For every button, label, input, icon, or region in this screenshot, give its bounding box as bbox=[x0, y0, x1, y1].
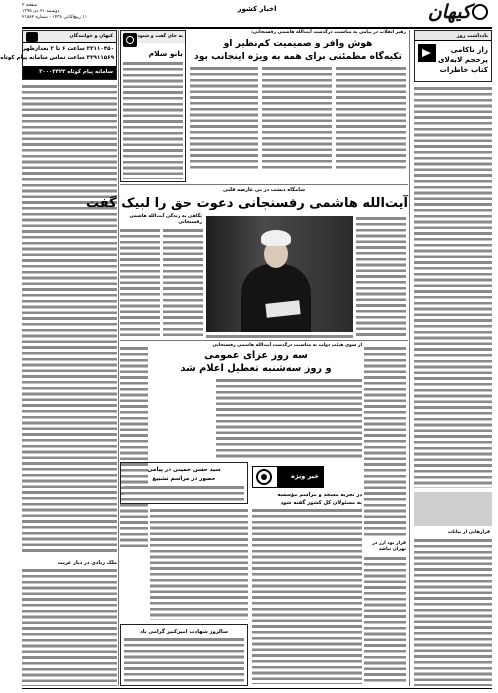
main-story-top-rule bbox=[120, 184, 408, 185]
main-story-sub-left: نگاهی به زندگی آیت‌الله هاشمی رفسنجانی bbox=[129, 214, 202, 225]
top-story-headline-2: تکیه‌گاه مطمئنی برای همه به ویژه اینجانب بود bbox=[194, 51, 402, 62]
bottom-title-2: ملک زیادی در دیار غربت bbox=[57, 560, 117, 566]
section-title: اخبار کشور bbox=[237, 5, 277, 13]
mourning-side-left bbox=[120, 346, 148, 550]
top-story-headline-1: هوش وافر و صمیمیت کم‌نظیر او bbox=[223, 38, 373, 49]
box-left-sms-bar bbox=[23, 66, 116, 79]
mourning-top-rule bbox=[120, 340, 408, 341]
lower-left-title-2: حضور در مراسم تشییع bbox=[152, 476, 216, 482]
top-story-body-col-1 bbox=[336, 66, 406, 170]
main-story-col-left-1 bbox=[120, 228, 160, 336]
box-top-middle-label: به جای گفت و شنود bbox=[137, 34, 183, 39]
mourning-headline-2: و روز سه‌شنبه تعطیل اعلام شد bbox=[180, 363, 332, 374]
lower-story-logo bbox=[252, 466, 324, 488]
lower-story-body bbox=[252, 508, 362, 684]
main-story-col-right bbox=[356, 216, 406, 336]
editorial-label-bar bbox=[415, 31, 491, 41]
editorial-mark-icon bbox=[418, 44, 436, 62]
main-story-col-center bbox=[206, 334, 353, 338]
right-column bbox=[414, 30, 492, 686]
lower-left-body bbox=[150, 508, 248, 620]
top-story bbox=[188, 30, 408, 170]
lower-left-title-1: سید حسن خمینی در پیامی bbox=[147, 467, 221, 473]
box-left-label: کیهان و خوانندگان bbox=[69, 34, 113, 39]
issue-date: دوشنبه ۲۱ دی ۱۳۹۵ bbox=[22, 9, 60, 14]
box-left-phone-2: ۳۳۹۱۱۵۶۹ ساعت تماس سامانه پیام کوتاه bbox=[0, 55, 114, 61]
lower-story-title-1: در تجربه مسجد و مراسم مؤسسه bbox=[277, 492, 362, 498]
masthead bbox=[16, 0, 498, 26]
editorial-portrait bbox=[414, 492, 492, 526]
logo-text: کیهان bbox=[427, 1, 471, 23]
mourning-body bbox=[216, 378, 362, 458]
main-story-kicker: شامگاه دیشب در پی عارضه قلبی bbox=[223, 187, 305, 193]
editorial-side-title: فرازهایی از بیانات bbox=[447, 530, 490, 535]
photo-figure-robe bbox=[241, 264, 311, 332]
main-story-col-left-2 bbox=[163, 228, 203, 336]
top-story-body-col-3 bbox=[190, 66, 258, 170]
editorial-body-1 bbox=[414, 86, 492, 488]
phone-icon bbox=[26, 32, 38, 42]
lower-story-side-body bbox=[364, 556, 406, 684]
mourning-headline-1: سه روز عزای عمومی bbox=[204, 350, 308, 361]
lower-story-label-bar bbox=[277, 467, 323, 487]
photo-figure-turban bbox=[261, 230, 291, 246]
bottom-left-box bbox=[120, 624, 248, 686]
box-top-middle bbox=[120, 30, 186, 182]
bottom-box-body bbox=[124, 637, 244, 683]
box-left-sms: سامانه پیام کوتاه ۳۰۰۰۲۳۲۳ bbox=[39, 69, 113, 75]
issue-number: ۱۱ ربیع‌الثانی ۱۴۳۸ - شماره ۲۱۵۸۲ bbox=[22, 15, 88, 20]
box-top-middle-logo-icon bbox=[123, 33, 137, 47]
lower-story-title-2: به مسئولان کل کشور گفته شود bbox=[280, 500, 362, 506]
readers-body bbox=[22, 84, 117, 554]
main-story-headline: آیت‌الله هاشمی رفسنجانی دعوت حق را لبیک گفت bbox=[86, 196, 408, 211]
box-top-middle-body bbox=[123, 61, 183, 179]
editorial-label: یادداشت روز bbox=[456, 32, 488, 39]
editorial-header-box bbox=[414, 30, 492, 82]
lower-left-box-body bbox=[124, 485, 244, 502]
mourning-kicker: از سوی هیئت دولت به مناسبت درگذشت آیت‌الله هاشمی رفسنجانی bbox=[212, 343, 362, 348]
main-story-photo bbox=[206, 216, 353, 332]
editorial-body-2 bbox=[414, 538, 492, 686]
column-divider-left bbox=[118, 30, 119, 686]
box-top-middle-title: بانو سلام bbox=[148, 49, 183, 58]
top-story-body-col-2 bbox=[262, 66, 332, 170]
bottom-title-1: سالروز شهادت امیرکبیر گرامی باد bbox=[140, 629, 228, 635]
masthead-rule bbox=[22, 27, 492, 29]
lower-story-side-title: قرار بود ارز در تهران نباشد bbox=[372, 541, 406, 552]
box-left bbox=[0, 30, 117, 80]
spiral-icon-inner bbox=[261, 474, 267, 480]
readers-body-2 bbox=[22, 568, 117, 686]
column-divider-right bbox=[409, 30, 410, 686]
mourning-side-right bbox=[364, 346, 406, 536]
page-number: صفحه ۲ bbox=[22, 3, 38, 8]
top-story-kicker: رهبر انقلاب در پیامی به مناسبت درگذشت آیت‌الله هاشمی رفسنجانی: bbox=[251, 30, 406, 35]
box-left-phone-1: ۳۳۱۱۰۴۵۰ ساعت ۶ تا ۲ بعدازظهر bbox=[22, 46, 114, 52]
editorial-headline: راز ناکامی پرحجم لابه‌لای کتاب خاطرات bbox=[437, 45, 488, 74]
page-bottom-rule bbox=[22, 688, 492, 689]
lower-left-box bbox=[120, 462, 248, 504]
lower-story-label: خبر ویژه bbox=[290, 472, 319, 480]
